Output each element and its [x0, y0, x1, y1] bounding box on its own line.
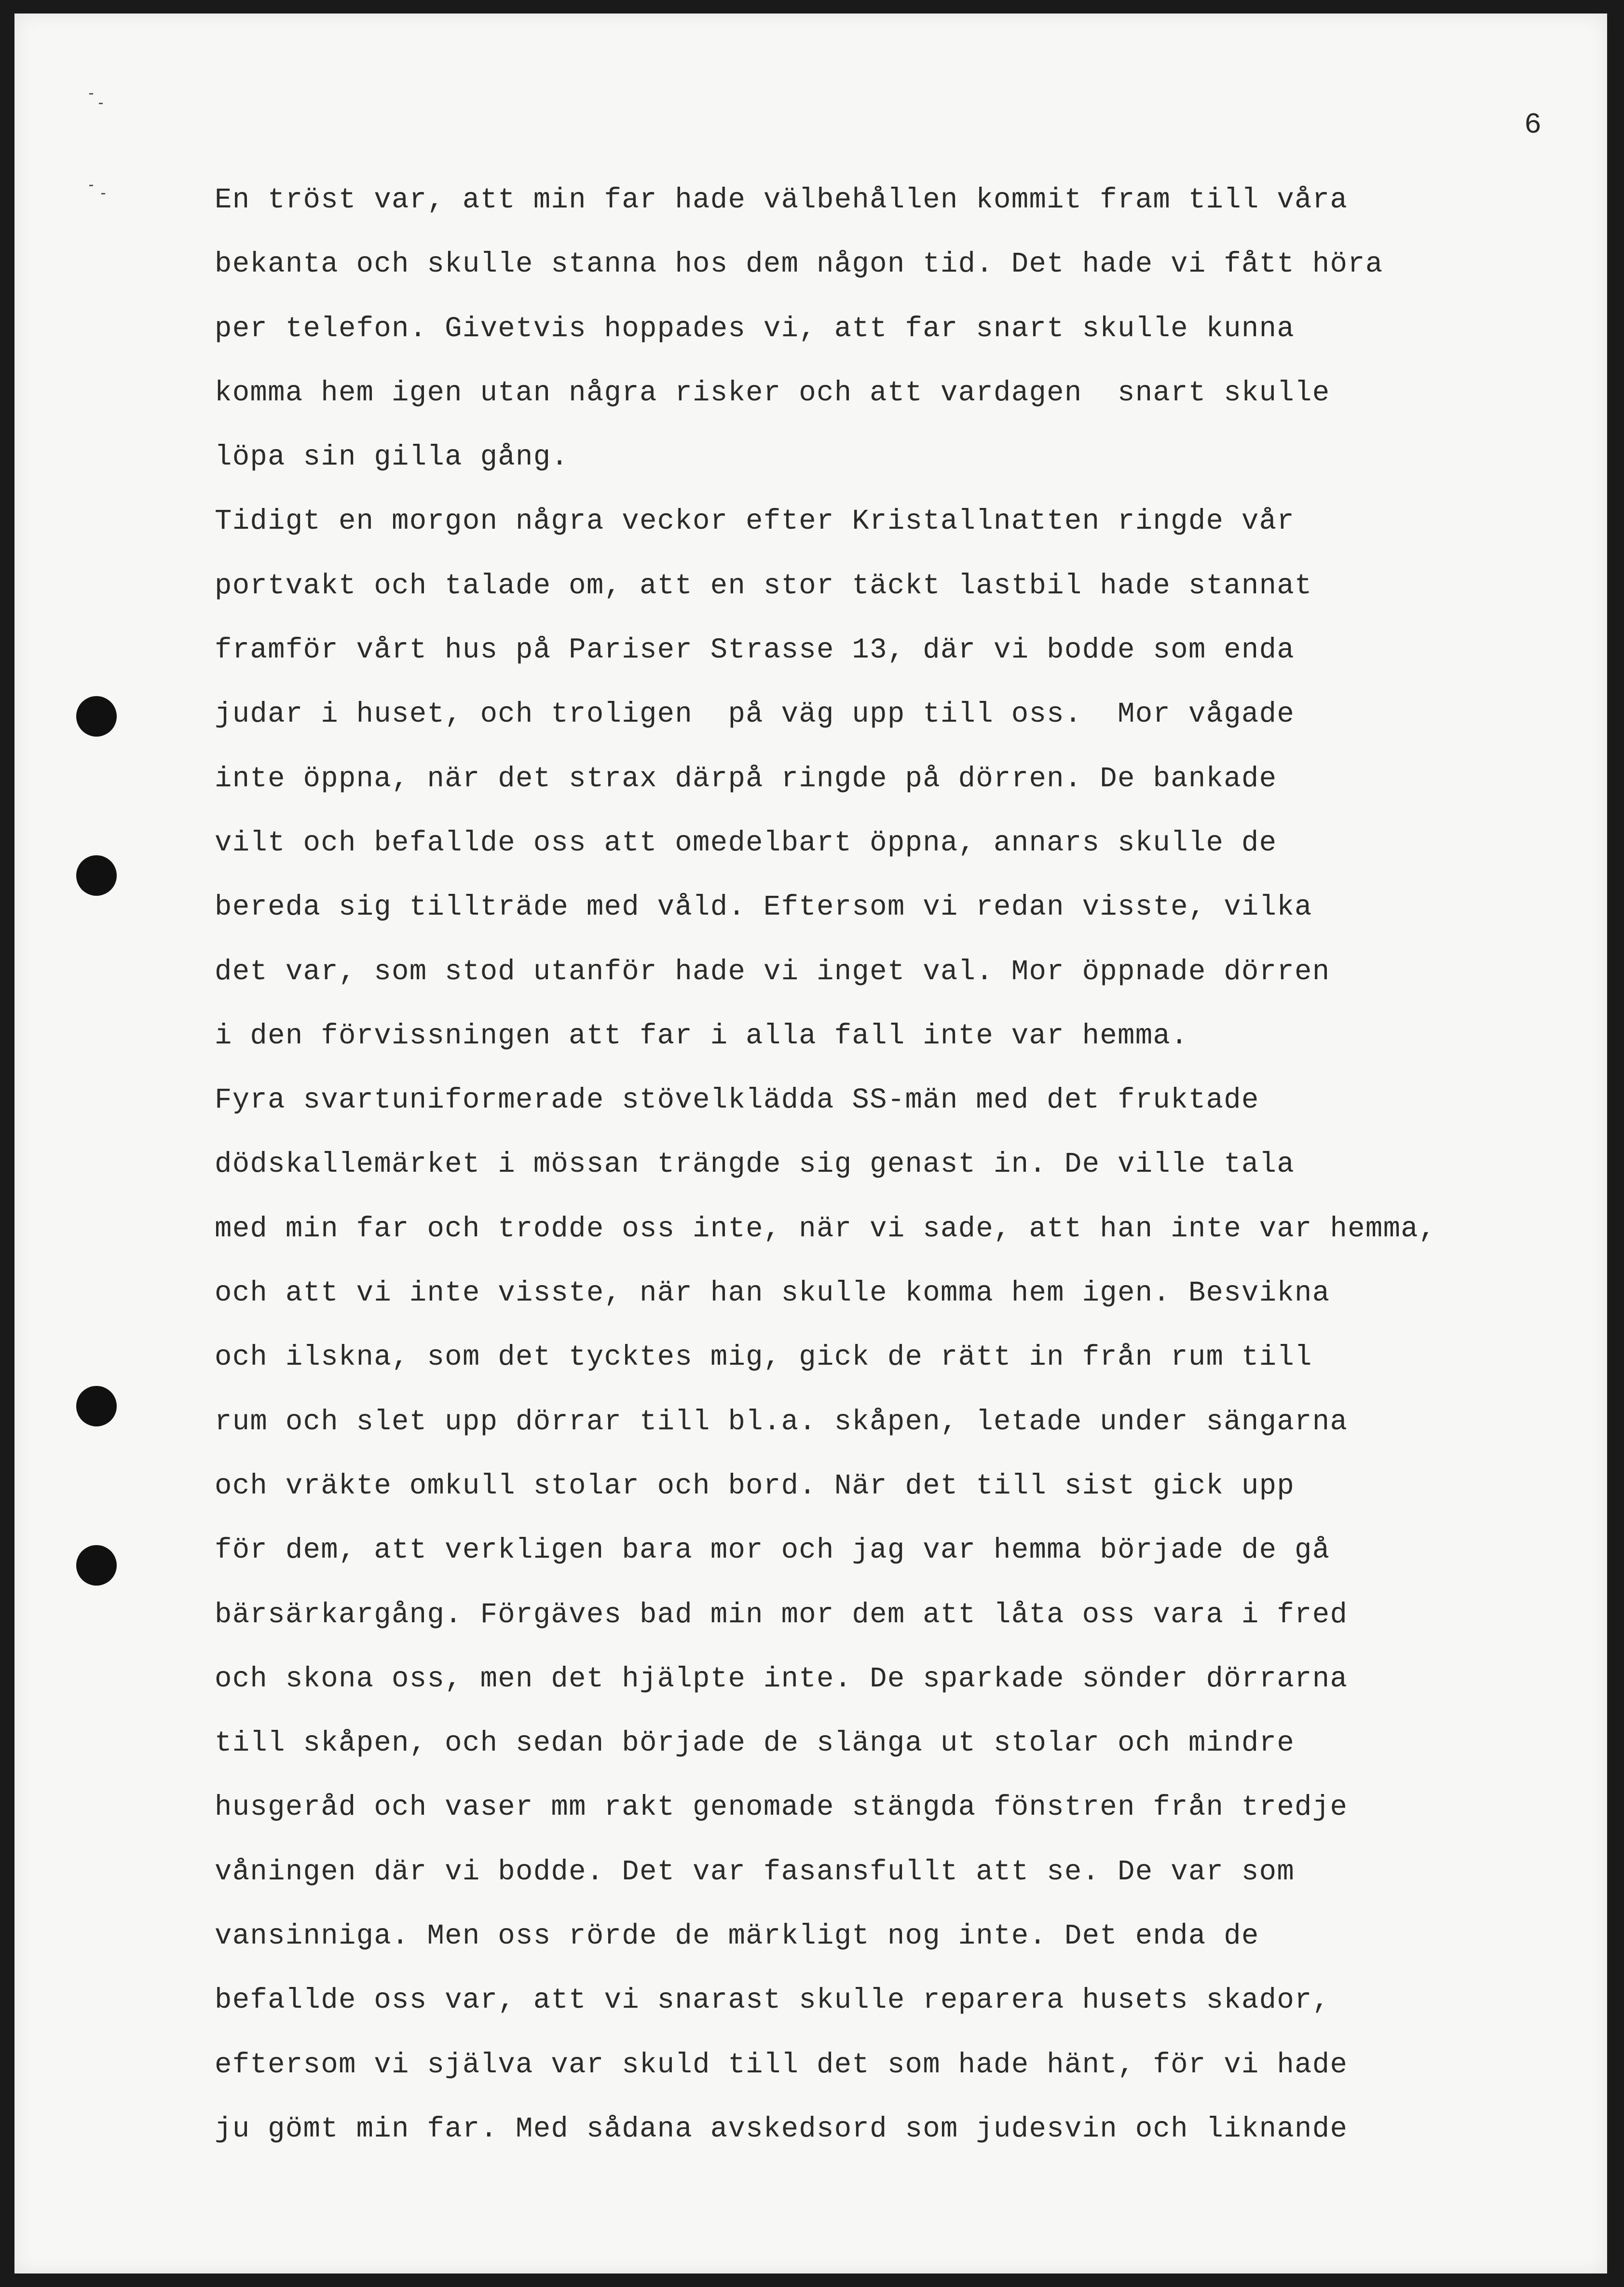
document-page: [14, 14, 1607, 2273]
text-line: Tidigt en morgon några veckor efter Kristallnatten ringde vår: [215, 505, 1295, 538]
text-line: komma hem igen utan några risker och att vardagen snart skulle: [215, 376, 1330, 409]
text-line: vilt och befallde oss att omedelbart öppna, annars skulle de: [215, 826, 1277, 859]
text-line: våningen där vi bodde. Det var fasansfullt att se. De var som: [215, 1855, 1295, 1888]
text-line: eftersom vi själva var skuld till det som hade hänt, för vi hade: [215, 2048, 1348, 2081]
text-line: dödskallemärket i mössan trängde sig genast in. De ville tala: [215, 1148, 1295, 1181]
punch-hole: [76, 696, 117, 737]
text-line: vansinniga. Men oss rörde de märkligt nog inte. Det enda de: [215, 1920, 1259, 1953]
text-line: ju gömt min far. Med sådana avskedsord som judesvin och liknande: [215, 2112, 1348, 2145]
text-line: bereda sig tillträde med våld. Eftersom vi redan visste, vilka: [215, 891, 1312, 924]
text-line: En tröst var, att min far hade välbehållen kommit fram till våra: [215, 184, 1348, 216]
text-line: husgeråd och vaser mm rakt genomade stängda fönstren från tredje: [215, 1791, 1348, 1824]
typewritten-text: [215, 168, 1613, 2161]
margin-mark: [89, 93, 93, 95]
text-line: och ilskna, som det tycktes mig, gick de rätt in från rum till: [215, 1341, 1312, 1374]
margin-mark: [89, 185, 93, 186]
text-line: med min far och trodde oss inte, när vi sade, att han inte var hemma,: [215, 1212, 1436, 1245]
text-line: judar i huset, och troligen på väg upp till oss. Mor vågade: [215, 698, 1295, 731]
text-line: och skona oss, men det hjälpte inte. De sparkade sönder dörrarna: [215, 1662, 1348, 1695]
text-line: och vräkte omkull stolar och bord. När det till sist gick upp: [215, 1469, 1295, 1502]
text-line: i den förvissningen att far i alla fall inte var hemma.: [215, 1019, 1188, 1052]
text-line: för dem, att verkligen bara mor och jag var hemma började de gå: [215, 1534, 1330, 1567]
text-line: till skåpen, och sedan började de slänga ut stolar och mindre: [215, 1727, 1295, 1760]
text-line: portvakt och talade om, att en stor täckt lastbil hade stannat: [215, 569, 1312, 602]
punch-hole: [76, 1545, 117, 1586]
text-line: det var, som stod utanför hade vi inget val. Mor öppnade dörren: [215, 955, 1330, 988]
punch-hole: [76, 855, 117, 896]
text-line: framför vårt hus på Pariser Strasse 13, där vi bodde som enda: [215, 634, 1295, 667]
margin-mark: [99, 103, 103, 104]
page-number: 6: [1524, 109, 1542, 142]
text-line: per telefon. Givetvis hoppades vi, att far snart skulle kunna: [215, 312, 1295, 345]
text-line: rum och slet upp dörrar till bl.a. skåpen, letade under sängarna: [215, 1405, 1348, 1438]
text-line: bärsärkargång. Förgäves bad min mor dem att låta oss vara i fred: [215, 1598, 1348, 1631]
text-line: befallde oss var, att vi snarast skulle reparera husets skador,: [215, 1984, 1330, 2017]
text-line: bekanta och skulle stanna hos dem någon tid. Det hade vi fått höra: [215, 248, 1383, 281]
punch-hole: [76, 1386, 117, 1426]
text-line: Fyra svartuniformerade stövelklädda SS-män med det fruktade: [215, 1084, 1259, 1117]
text-line: och att vi inte visste, när han skulle komma hem igen. Besvikna: [215, 1277, 1330, 1310]
text-line: inte öppna, när det strax därpå ringde på dörren. De bankade: [215, 762, 1277, 795]
margin-mark: [101, 193, 105, 194]
text-line: löpa sin gilla gång.: [215, 441, 569, 474]
